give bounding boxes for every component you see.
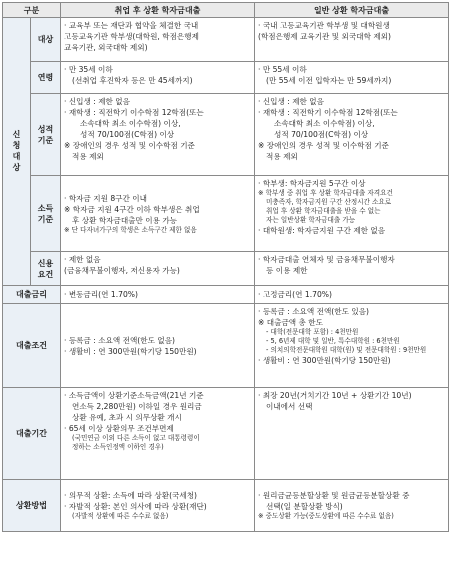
repayment-left: · 의무적 상환: 소득에 따라 상환(국세청) · 자발적 상환: 본인 의사에 따라 상환(재단) (자발적 상환에 따른 수수료 없음) [61,480,255,532]
income-left: · 학자금 지원 8구간 이내 ※ 학자금 지원 4구간 이하 학부생은 취업 후 상환 학자금대출만 이용 가능 ※ 단 다자녀가구의 학생은 소득구간 제한 없음 [61,176,255,252]
period-label: 대출기간 [3,388,61,480]
repayment-right: · 원리금균등분할상환 및 원금균등분할상환 중 선택(일 분할상환 방식) ※ 중도상환 가능(중도상환에 따른 수수료 없음) [255,480,449,532]
header-row [3,3,449,18]
rate-label: 대출금리 [3,286,61,304]
grade-label: 성적기준 [31,94,61,176]
row-target [3,18,449,62]
rate-left: · 변동금리(연 1.70%) [61,286,255,304]
row-income [3,176,449,252]
row-repayment [3,480,449,532]
grade-left: · 신입생 : 제한 없음 · 재학생 : 직전학기 이수학점 12학점(또는 소속대학 최소 이수학점) 이상, 성적 70/100점(C학점) 이상 ※ 장애인의 경우 성적 및 이수학점 기준 적용 제외 [61,94,255,176]
eligibility-label: 신청대상 [3,18,31,286]
age-right: · 만 55세 이하 (만 55세 이전 입학자는 만 59세까지) [255,62,449,94]
row-grade [3,94,449,176]
target-right: · 국내 고등교육기관 학부생 및 대학원생 (학점은행제 교육기관 및 외국대학 제외) [255,18,449,62]
terms-right: · 등록금 : 소요액 전액(한도 있음) ※ 대출금액 총 한도 - 대학(전문대학 포함) : 4천만원 - 5, 6년제 대학 및 일반, 특수대학원 : 6천만원 - 의치의학전문대학원 대학(원) 및 전문대학원 : 9천만원 · 생활비 : 연 300만원(학기당 150만원) [255,304,449,388]
target-left: · 교육부 또는 재단과 협약을 체결한 국내 고등교육기관 학부생(대학원, 학점은행제 교육기관, 외국대학 제외) [61,18,255,62]
period-right: · 최장 20년(거치기간 10년 + 상환기간 10년) 이내에서 선택 [255,388,449,480]
row-rate [3,286,449,304]
terms-left: · 등록금 : 소요액 전액(한도 없음) · 생활비 : 연 300만원(학기당 150만원) [61,304,255,388]
credit-label: 신용요건 [31,252,61,286]
header-category: 구분 [3,3,61,18]
period-left: · 소득금액이 상환기준소득금액(21년 기준 연소득 2,280만원) 이하일 경우 원리금 상환 유예, 초과 시 의무상환 개시 · 65세 이상 상환의무 조건부면제 (국민연금 이외 다른 소득이 없고 대통령령이 정하는 소득인정액 이하인 경우) [61,388,255,480]
income-label: 소득기준 [31,176,61,252]
row-credit [3,252,449,286]
credit-left: · 제한 없음 (금융채무불이행자, 저신용자 가능) [61,252,255,286]
terms-label: 대출조건 [3,304,61,388]
age-label: 연령 [31,62,61,94]
row-terms [3,304,449,388]
header-post-employment-loan: 취업 후 상환 학자금대출 [61,3,255,18]
row-period [3,388,449,480]
grade-right: · 신입생 : 제한 없음 · 재학생 : 직전학기 이수학점 12학점(또는 소속대학 최소 이수학점) 이상, 성적 70/100점(C학점) 이상 ※ 장애인의 경우 성적 및 이수학점 기준 적용 제외 [255,94,449,176]
repayment-label: 상환방법 [3,480,61,532]
age-left: · 만 35세 이하 (선취업 후진학자 등은 만 45세까지) [61,62,255,94]
credit-right: · 학자금대출 연체자 및 금융채무불이행자 등 이용 제한 [255,252,449,286]
loan-comparison-table [2,2,449,532]
row-age [3,62,449,94]
rate-right: · 고정금리(연 1.70%) [255,286,449,304]
target-label: 대상 [31,18,61,62]
income-right: · 학부생: 학자금지원 5구간 이상 ※ 학부생 중 취업 후 상환 학자금대출 자격요건 미충족자, 학자금지원 구간 산정시간 소요로 취업 후 상환 학자금대출을 받을 수 없는 자는 일반상환 학자금대출 가능 · 대학원생: 학자금지원 구간 제한 없음 [255,176,449,252]
header-general-loan: 일반 상환 학자금대출 [255,3,449,18]
